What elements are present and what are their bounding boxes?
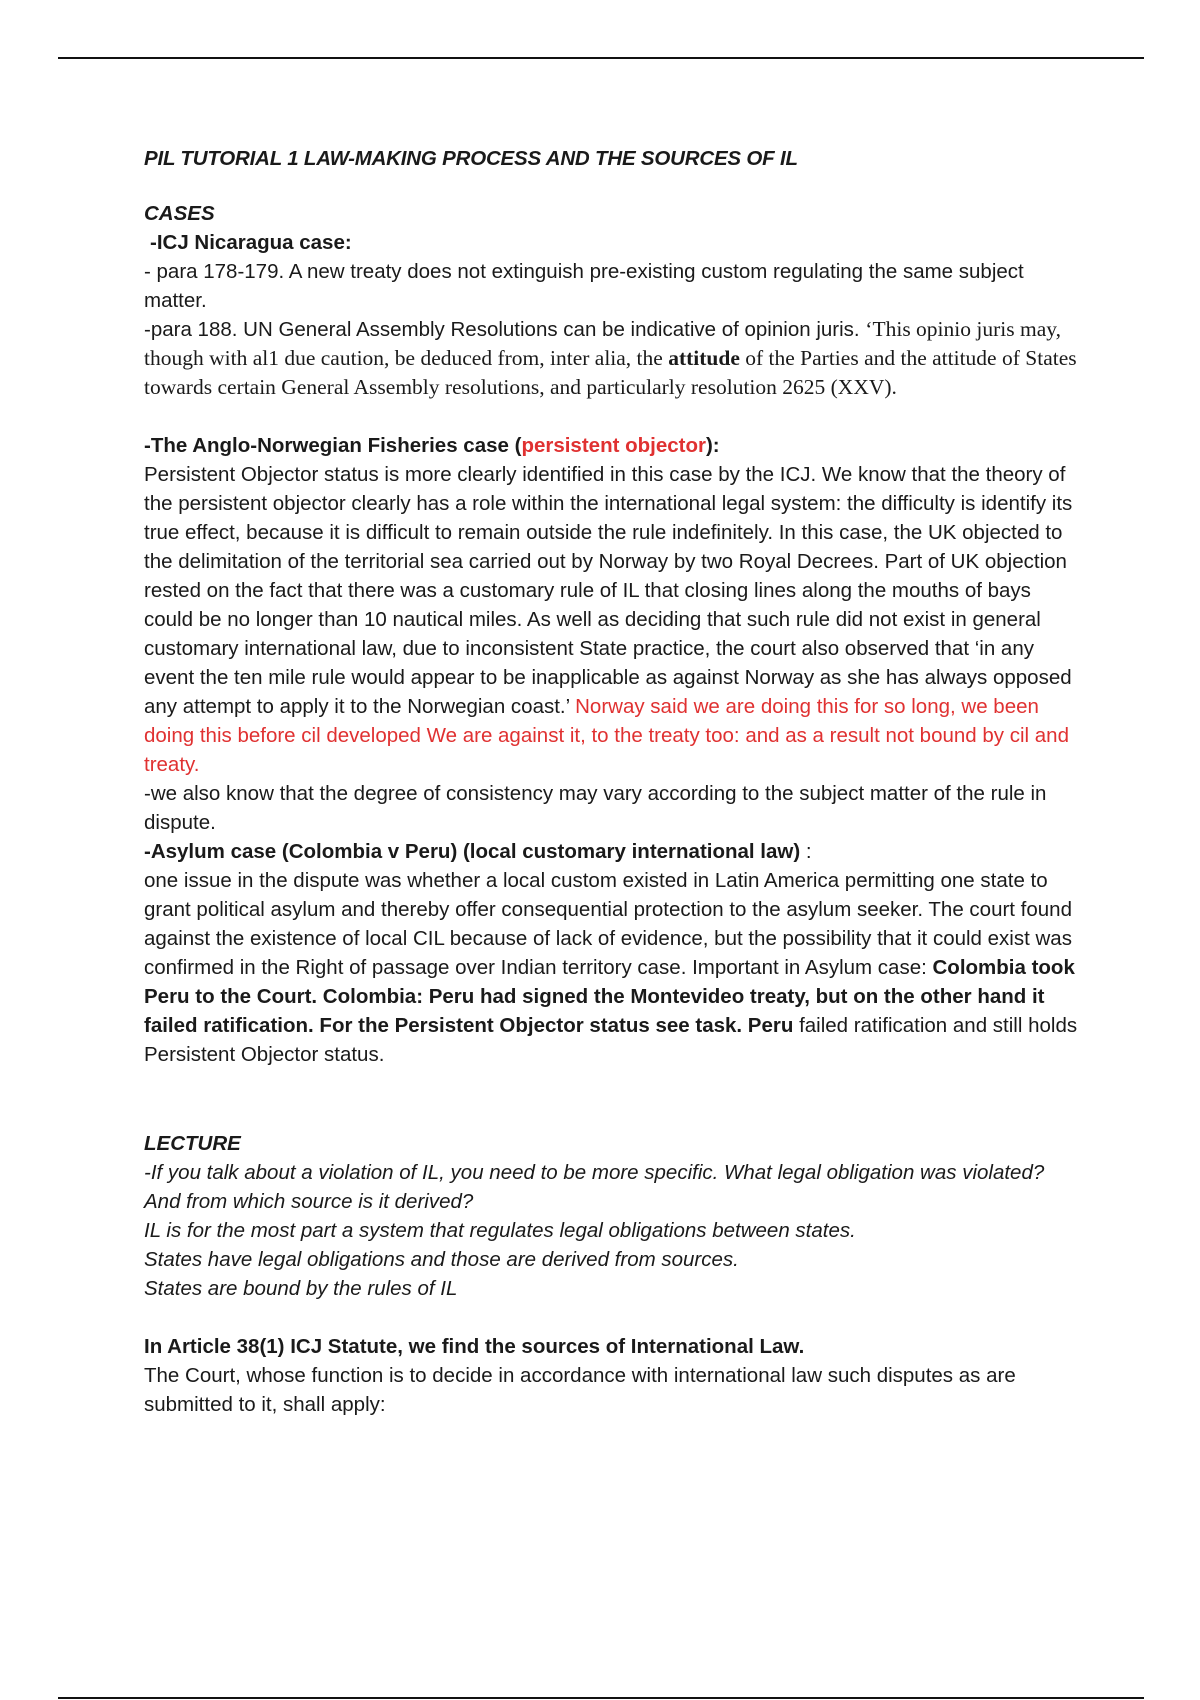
lecture-line: States are bound by the rules of IL <box>144 1277 458 1300</box>
fisheries-heading <box>144 431 1084 460</box>
fisheries-consistency: -we also know that the degree of consistency may vary according to the subject matter of the rule in dispute. <box>144 782 1047 834</box>
fisheries-heading-red: persistent objector <box>521 434 706 457</box>
header-rule <box>58 57 1144 59</box>
para-188-attitude: attitude <box>668 346 740 370</box>
asylum-heading-text: -Asylum case (Colombia v Peru) (local customary international law) <box>144 840 801 863</box>
fisheries-body-text: Persistent Objector status is more clearly identified in this case by the ICJ. We know that the theory of the persistent objector clearly has a role within the international legal system: the difficulty is identify its true effect, because it is difficult to remain outside the rule indefinitely. In this case, the UK objected to the delimitation of the territorial sea carried out by Norway by two Royal Decrees. Part of UK objection rested on the fact that there was a customary rule of IL that closing lines along the mouths of bays could be no longer than 10 nautical miles. As well as deciding that such rule did not exist in general customary international law, due to inconsistent State practice, the court also observed that ‘in any event the ten mile rule would appear to be inapplicable as against Norway as she has always opposed any attempt to apply it to the Norwegian coast.’ <box>144 463 1073 718</box>
asylum-heading <box>144 837 1084 866</box>
asylum-body-bold: Colombia took Peru to the Court. Colombia: Peru had signed the Montevideo treaty, but on the other hand it failed ratification. For the Persistent Objector status see task. Peru <box>144 956 1075 1037</box>
article-38-body: The Court, whose function is to decide in accordance with international law such disputes as are submitted to it, shall apply: <box>144 1364 1016 1416</box>
document-title: PIL TUTORIAL 1 LAW-MAKING PROCESS AND THE SOURCES OF IL <box>144 147 798 170</box>
fisheries-heading-b: ): <box>705 434 720 457</box>
nicaragua-para-188 <box>144 315 1084 402</box>
nicaragua-heading: -ICJ Nicaragua case: <box>150 231 352 254</box>
footer-rule <box>58 1697 1144 1699</box>
lecture-heading: LECTURE <box>144 1132 241 1155</box>
para-188-quote-b: of the Parties and the attitude of States towards certain General Assembly resolutions, and particularly resolution 2625 (XXV). <box>144 346 1077 399</box>
article-38-heading: In Article 38(1) ICJ Statute, we find the sources of International Law. <box>144 1335 805 1358</box>
para-188-quote-a: ‘This opinio juris may, though with al1 due caution, be deduced from, inter alia, the <box>144 317 1061 370</box>
lecture-line: States have legal obligations and those are derived from sources. <box>144 1248 739 1271</box>
asylum-body-b: failed ratification and still holds Persistent Objector status. <box>144 1014 1078 1066</box>
fisheries-body-red: Norway said we are doing this for so long, we been doing this before cil developed We are against it, to the treaty too: and as a result not bound by cil and treaty. <box>144 695 1069 776</box>
lecture-line: -If you talk about a violation of IL, you need to be more specific. What legal obligation was violated? And from which source is it derived? <box>144 1161 1045 1213</box>
fisheries-body <box>144 460 1084 779</box>
nicaragua-para-178: - para 178-179. A new treaty does not extinguish pre-existing custom regulating the same subject matter. <box>144 260 1024 312</box>
fisheries-heading-a: -The Anglo-Norwegian Fisheries case ( <box>144 434 522 457</box>
asylum-body <box>144 866 1084 1069</box>
asylum-heading-colon: : <box>800 840 812 863</box>
asylum-body-a: one issue in the dispute was whether a local custom existed in Latin America permitting one state to grant political asylum and thereby offer consequential protection to the asylum seeker. The court found against the existence of local CIL because of lack of evidence, but the possibility that it could exist was confirmed in the Right of passage over Indian territory case. Important in Asylum case: <box>144 869 1072 979</box>
document-body <box>144 144 1084 1419</box>
lecture-line: IL is for the most part a system that regulates legal obligations between states. <box>144 1219 856 1242</box>
cases-heading: CASES <box>144 202 215 225</box>
para-188-intro: -para 188. UN General Assembly Resolutions can be indicative of opinion juris. <box>144 318 866 341</box>
